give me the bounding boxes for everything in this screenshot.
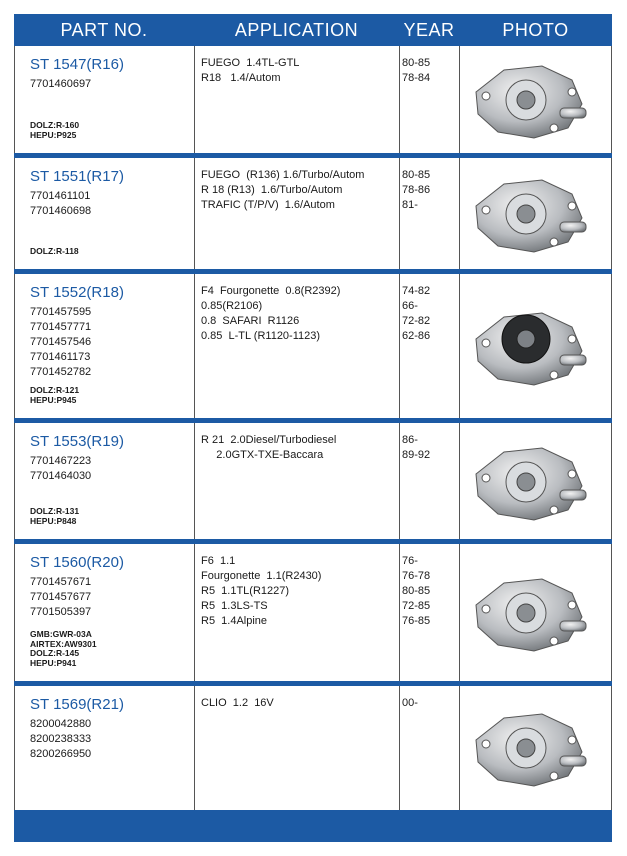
application-line: TRAFIC (T/P/V) 1.6/Autom xyxy=(201,199,335,211)
cross-reference: AIRTEX:AW9301 xyxy=(30,638,97,649)
oem-number: 7701457595 xyxy=(30,306,92,318)
year-value: 80-85 xyxy=(402,585,431,597)
application-line: FUEGO 1.4TL-GTL xyxy=(201,57,300,69)
oem-number: 7701467223 xyxy=(30,455,92,467)
application-list xyxy=(201,696,274,711)
application-line: 0.85 L-TL (R1120-1123) xyxy=(201,330,321,342)
application-list xyxy=(201,168,364,213)
application-list xyxy=(201,554,321,629)
application-line: R5 1.4Alpine xyxy=(201,615,268,627)
water-pump-photo xyxy=(464,434,594,534)
water-pump-photo xyxy=(464,299,594,399)
header-year: YEAR xyxy=(403,20,455,40)
year-value: 86- xyxy=(402,434,418,446)
oem-numbers xyxy=(30,77,91,92)
header-application: APPLICATION xyxy=(234,20,359,40)
oem-numbers xyxy=(30,305,91,380)
part-number: ST 1551(R17) xyxy=(30,168,124,185)
application-line: 0.85(R2106) xyxy=(201,300,263,312)
application-list xyxy=(201,284,340,344)
cross-reference: DOLZ:R-145 xyxy=(30,648,80,658)
cross-reference: HEPU:P945 xyxy=(30,394,77,405)
year-value: 76-78 xyxy=(402,570,431,582)
oem-numbers xyxy=(30,717,91,762)
year-value: 81- xyxy=(402,199,418,211)
year-value: 74-82 xyxy=(402,285,431,297)
application-line: R 21 2.0Diesel/Turbodiesel xyxy=(201,434,337,446)
table-row xyxy=(14,423,612,539)
year-list xyxy=(402,696,452,711)
water-pump-photo xyxy=(464,166,594,266)
year-value: 89-92 xyxy=(402,449,431,461)
oem-number: 8200042880 xyxy=(30,718,92,730)
application-line: R5 1.1TL(R1227) xyxy=(201,585,290,597)
oem-number: 7701460698 xyxy=(30,205,92,217)
header-part-no: PART NO. xyxy=(60,20,148,40)
application-line: 0.8 SAFARI R1126 xyxy=(201,315,300,327)
application-line: CLIO 1.2 16V xyxy=(201,697,274,709)
year-list xyxy=(402,284,452,344)
application-line: F6 1.1 xyxy=(201,555,236,567)
part-number: ST 1569(R21) xyxy=(30,696,124,713)
application-list xyxy=(201,56,299,86)
application-line: R5 1.3LS-TS xyxy=(201,600,268,612)
application-line: R 18 (R13) 1.6/Turbo/Autom xyxy=(201,184,343,196)
year-value: 72-85 xyxy=(402,600,431,612)
oem-number: 7701457546 xyxy=(30,336,92,348)
table-row xyxy=(14,158,612,269)
cross-references xyxy=(30,121,79,140)
year-list xyxy=(402,554,452,629)
cross-reference: GMB:GWR-03A xyxy=(30,629,92,639)
table-footer-bar xyxy=(14,810,612,842)
part-number: ST 1553(R19) xyxy=(30,433,124,450)
part-number: ST 1547(R16) xyxy=(30,56,124,73)
oem-numbers xyxy=(30,454,91,484)
year-value: 76-85 xyxy=(402,615,431,627)
water-pump-photo xyxy=(464,700,594,800)
oem-number: 7701457771 xyxy=(30,321,92,333)
header-photo: PHOTO xyxy=(502,20,569,40)
application-line: 2.0GTX-TXE-Baccara xyxy=(201,449,324,461)
year-list xyxy=(402,433,452,463)
year-value: 76- xyxy=(402,555,418,567)
oem-number: 7701505397 xyxy=(30,606,92,618)
table-row xyxy=(14,544,612,681)
water-pump-photo xyxy=(464,565,594,665)
cross-references xyxy=(30,247,79,257)
cross-reference: DOLZ:R-121 xyxy=(30,385,80,395)
year-list xyxy=(402,56,452,86)
part-number: ST 1560(R20) xyxy=(30,554,124,571)
oem-number: 7701457677 xyxy=(30,591,92,603)
application-line: F4 Fourgonette 0.8(R2392) xyxy=(201,285,341,297)
cross-reference: DOLZ:R-131 xyxy=(30,506,80,516)
oem-numbers xyxy=(30,575,91,620)
cross-reference: DOLZ:R-160 xyxy=(30,120,80,130)
application-line: R18 1.4/Autom xyxy=(201,72,281,84)
oem-number: 7701457671 xyxy=(30,576,92,588)
oem-number: 7701464030 xyxy=(30,470,92,482)
year-value: 62-86 xyxy=(402,330,431,342)
oem-numbers xyxy=(30,189,91,219)
oem-number: 7701461173 xyxy=(30,351,91,363)
parts-table xyxy=(14,46,612,812)
year-value: 78-86 xyxy=(402,184,431,196)
year-value: 80-85 xyxy=(402,169,431,181)
oem-number: 7701452782 xyxy=(30,366,92,378)
table-row xyxy=(14,274,612,418)
oem-number: 7701460697 xyxy=(30,78,92,90)
cross-reference: HEPU:P941 xyxy=(30,657,77,668)
application-list xyxy=(201,433,336,463)
year-value: 78-84 xyxy=(402,72,431,84)
year-value: 66- xyxy=(402,300,418,312)
application-line: Fourgonette 1.1(R2430) xyxy=(201,570,322,582)
water-pump-photo xyxy=(464,52,594,152)
application-line: FUEGO (R136) 1.6/Turbo/Autom xyxy=(201,169,365,181)
oem-number: 8200266950 xyxy=(30,748,92,760)
table-row xyxy=(14,686,612,808)
cross-references xyxy=(30,630,97,668)
table-header xyxy=(14,14,612,46)
cross-reference: HEPU:P848 xyxy=(30,515,77,526)
oem-number: 7701461101 xyxy=(30,190,91,202)
year-value: 00- xyxy=(402,697,418,709)
table-row xyxy=(14,46,612,153)
cross-reference: HEPU:P925 xyxy=(30,129,77,140)
year-value: 80-85 xyxy=(402,57,431,69)
year-list xyxy=(402,168,452,213)
cross-reference: DOLZ:R-118 xyxy=(30,245,79,256)
cross-references xyxy=(30,386,79,405)
year-value: 72-82 xyxy=(402,315,431,327)
part-number: ST 1552(R18) xyxy=(30,284,124,301)
cross-references xyxy=(30,507,79,526)
oem-number: 8200238333 xyxy=(30,733,92,745)
